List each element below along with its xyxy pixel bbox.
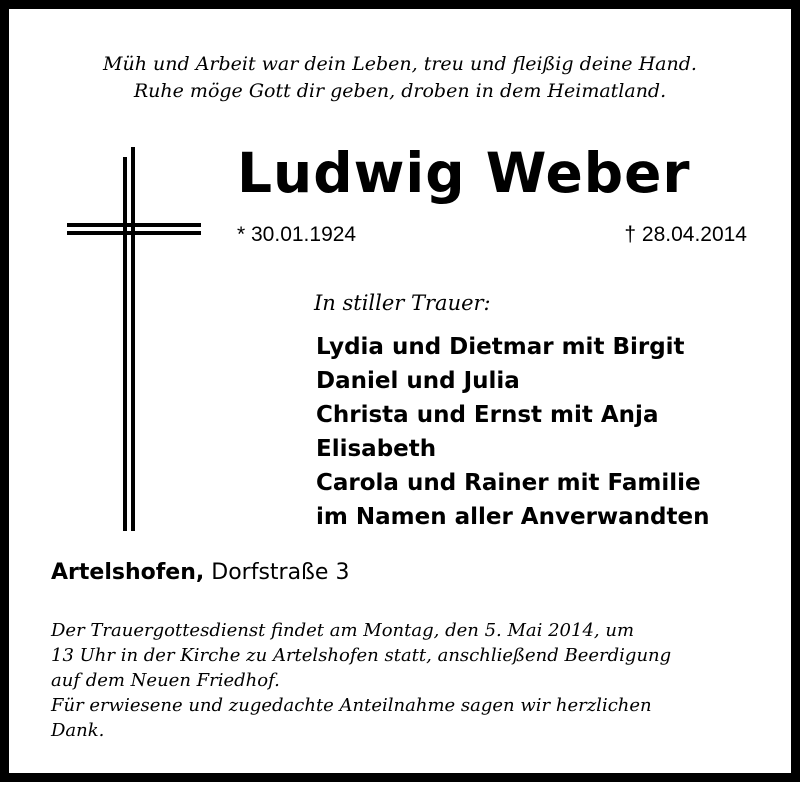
mourner-line: Carola und Rainer mit Familie <box>316 470 701 496</box>
motto-line-1: Müh und Arbeit war dein Leben, treu und fleißig deine Hand. <box>103 53 697 75</box>
mourner-line: im Namen aller Anverwandten <box>316 504 710 530</box>
mourners-list <box>316 330 710 534</box>
life-dates <box>237 223 747 247</box>
birth-date: * 30.01.1924 <box>237 223 357 246</box>
notice-line-5: Dank. <box>51 720 105 741</box>
funeral-notice <box>51 618 767 743</box>
address <box>51 560 349 585</box>
motto-line-2: Ruhe möge Gott dir geben, droben in dem Heimatland. <box>133 80 667 102</box>
deceased-name: Ludwig Weber <box>237 141 691 205</box>
address-town: Artelshofen, <box>51 560 205 585</box>
mourner-line: Elisabeth <box>316 436 437 462</box>
notice-line-2: 13 Uhr in der Kirche zu Artelshofen statt, anschließend Beerdigung <box>51 645 672 666</box>
notice-line-4: Für erwiesene und zugedachte Anteilnahme sagen wir herzlichen <box>51 695 652 716</box>
mourning-label: In stiller Trauer: <box>314 291 491 315</box>
mourner-line: Daniel und Julia <box>316 368 520 394</box>
mourner-line: Lydia und Dietmar mit Birgit <box>316 334 685 360</box>
notice-line-1: Der Trauergottesdienst findet am Montag, den 5. Mai 2014, um <box>51 620 635 641</box>
notice-line-3: auf dem Neuen Friedhof. <box>51 670 280 691</box>
mourner-line: Christa und Ernst mit Anja <box>316 402 659 428</box>
address-street: Dorfstraße 3 <box>211 560 350 585</box>
death-date: † 28.04.2014 <box>624 223 747 246</box>
